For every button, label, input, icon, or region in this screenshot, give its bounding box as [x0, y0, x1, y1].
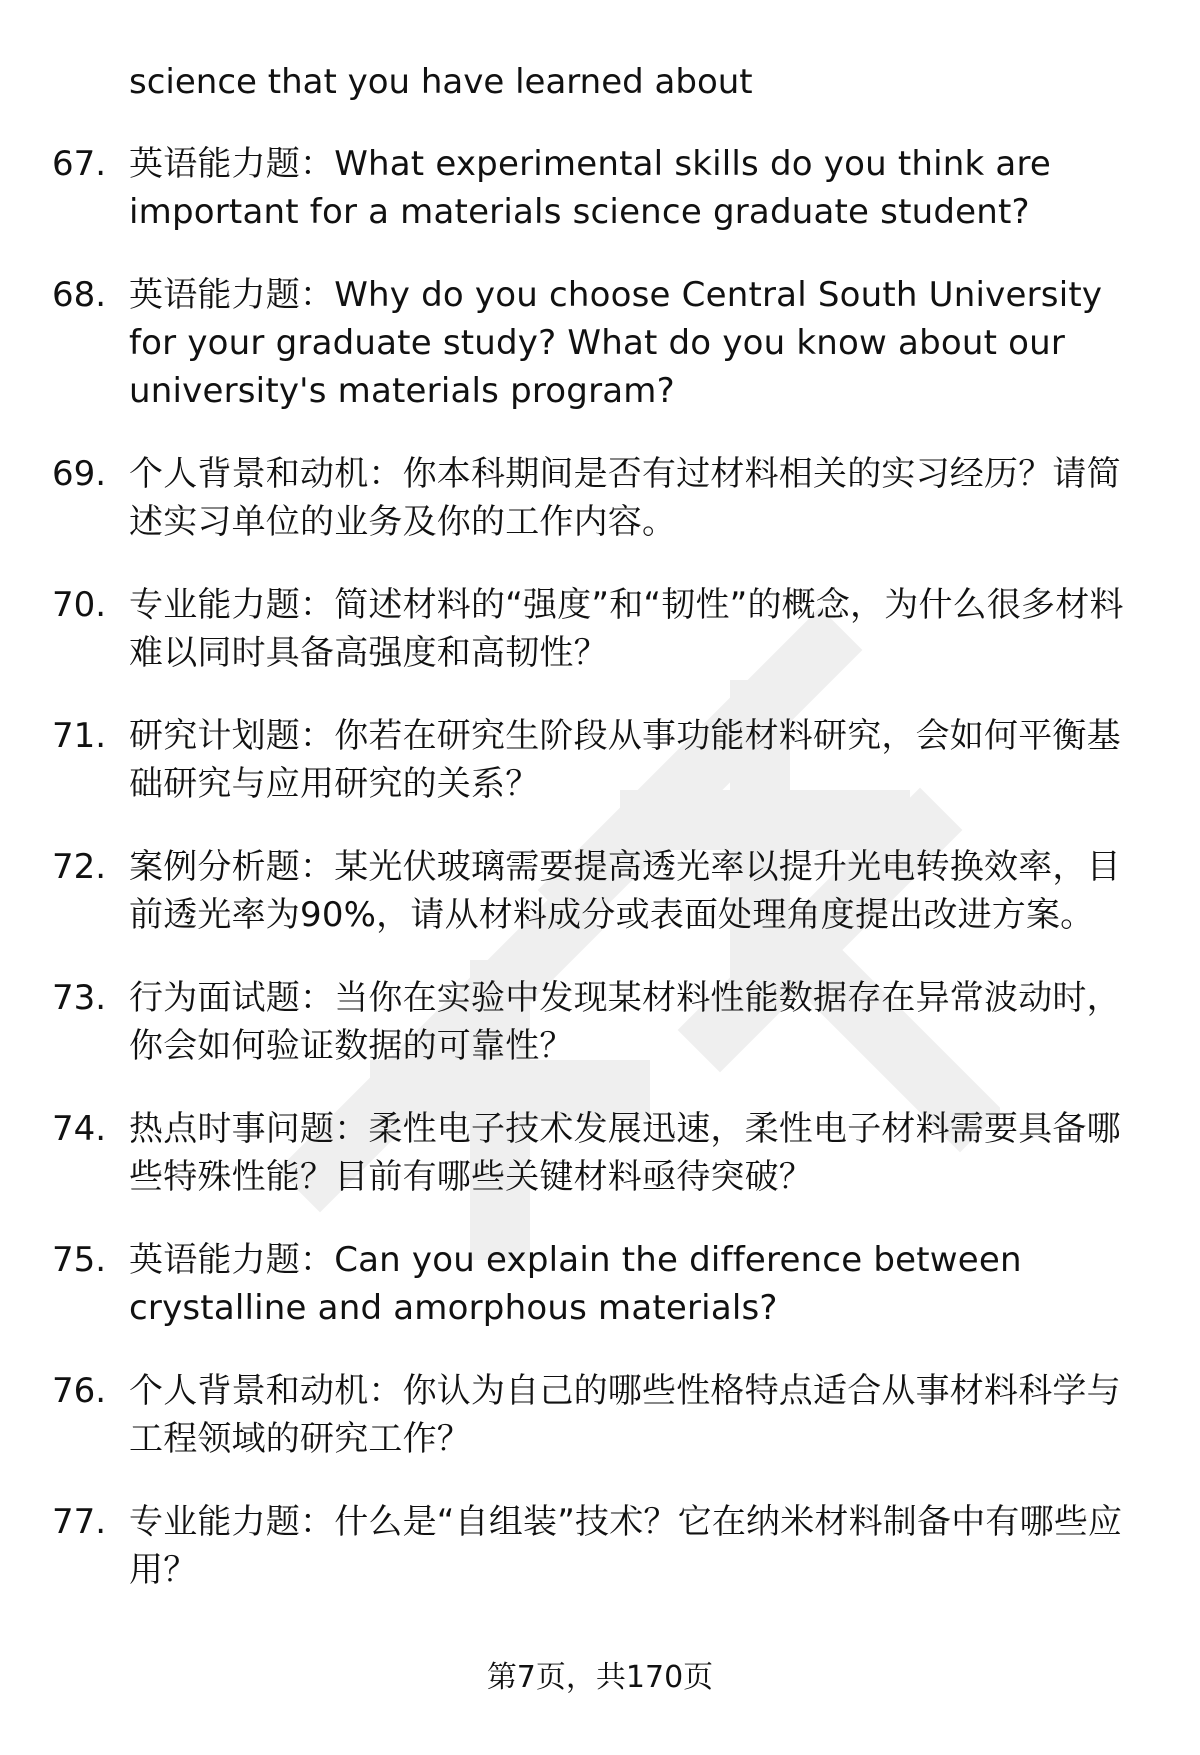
question-number: 77. — [52, 1502, 107, 1542]
question-number: 67. — [52, 144, 107, 184]
question-item — [52, 974, 1152, 1070]
continuation-text: science that you have learned about — [129, 62, 753, 102]
question-number: 73. — [52, 978, 107, 1018]
question-number: 69. — [52, 454, 107, 494]
question-number: 74. — [52, 1109, 107, 1149]
question-item — [52, 1498, 1152, 1594]
question-text: 英语能力题：What experimental skills do you think are important for a materials science graduate student? — [129, 144, 1052, 232]
question-item — [52, 271, 1152, 415]
question-item — [52, 450, 1152, 546]
question-item — [52, 581, 1152, 677]
question-number: 76. — [52, 1371, 107, 1411]
question-text: 专业能力题：简述材料的“强度”和“韧性”的概念，为什么很多材料难以同时具备高强度和高韧性？ — [129, 585, 1124, 673]
page-indicator: 第7页，共170页 — [486, 1660, 714, 1695]
question-number: 70. — [52, 585, 107, 625]
question-text: 个人背景和动机：你本科期间是否有过材料相关的实习经历？请简述实习单位的业务及你的工作内容。 — [129, 454, 1121, 542]
question-item — [52, 843, 1152, 939]
question-list — [52, 140, 1152, 1629]
question-number: 68. — [52, 275, 107, 315]
question-text: 个人背景和动机：你认为自己的哪些性格特点适合从事材料科学与工程领域的研究工作？ — [129, 1371, 1121, 1459]
question-text: 英语能力题：Why do you choose Central South University for your graduate study? What do you know about our university's materials program? — [129, 275, 1103, 411]
question-text: 案例分析题：某光伏玻璃需要提高透光率以提升光电转换效率，目前透光率为90%，请从材料成分或表面处理角度提出改进方案。 — [129, 847, 1121, 935]
question-item — [52, 140, 1152, 236]
question-text: 英语能力题：Can you explain the difference between crystalline and amorphous materials? — [129, 1240, 1022, 1328]
question-text: 专业能力题：什么是“自组装”技术？它在纳米材料制备中有哪些应用？ — [129, 1502, 1123, 1590]
question-number: 71. — [52, 716, 107, 756]
question-item — [52, 712, 1152, 808]
question-item — [52, 1236, 1152, 1332]
question-text: 热点时事问题：柔性电子技术发展迅速，柔性电子材料需要具备哪些特殊性能？目前有哪些关键材料亟待突破？ — [129, 1109, 1121, 1197]
question-number: 75. — [52, 1240, 107, 1280]
question-item — [52, 1367, 1152, 1463]
question-number: 72. — [52, 847, 107, 887]
question-text: 研究计划题：你若在研究生阶段从事功能材料研究，会如何平衡基础研究与应用研究的关系？ — [129, 716, 1121, 804]
question-item — [52, 1105, 1152, 1201]
question-text: 行为面试题：当你在实验中发现某材料性能数据存在异常波动时，你会如何验证数据的可靠性？ — [129, 978, 1121, 1066]
